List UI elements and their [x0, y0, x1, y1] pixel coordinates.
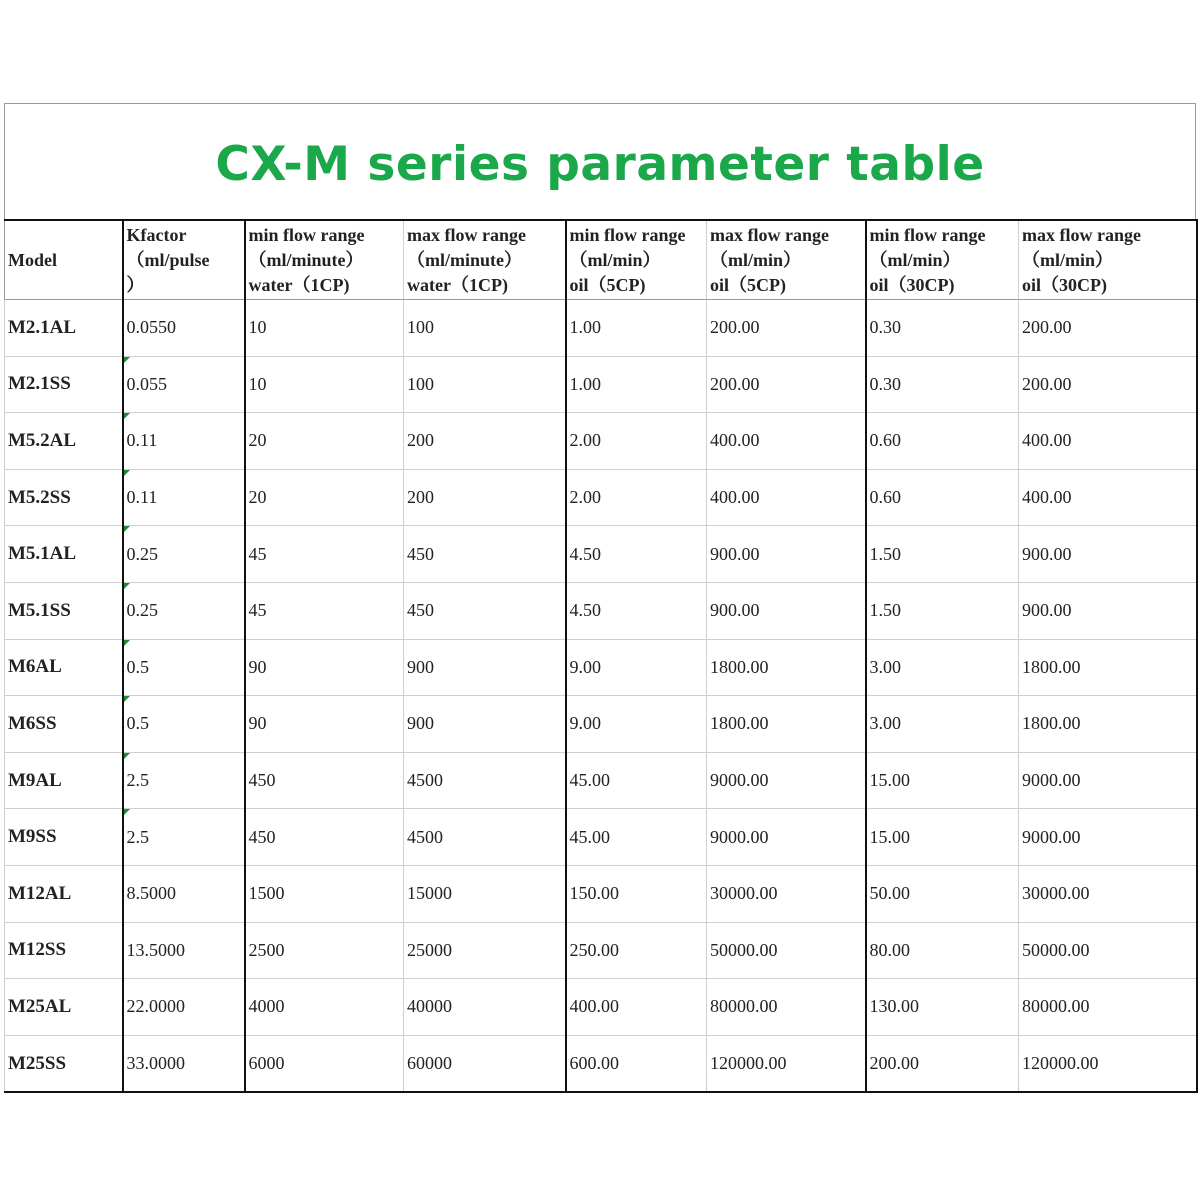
table-cell: 3.00 — [866, 696, 1019, 753]
table-cell: 200 — [404, 413, 566, 470]
table-row — [5, 639, 1197, 696]
table-row — [5, 1035, 1197, 1092]
table-cell: 33.0000 — [123, 1035, 245, 1092]
table-cell: 200.00 — [1019, 356, 1197, 413]
table-cell: 1800.00 — [707, 639, 866, 696]
model-cell: M5.1AL — [5, 526, 123, 583]
table-cell: 0.25 — [123, 582, 245, 639]
table-cell: 400.00 — [1019, 469, 1197, 526]
table-cell: 400.00 — [707, 413, 866, 470]
table-cell: 0.055 — [123, 356, 245, 413]
column-header: max flow range （ml/min） oil（5CP) — [707, 220, 866, 300]
table-cell: 45.00 — [566, 809, 707, 866]
table-cell: 100 — [404, 300, 566, 357]
table-cell: 15.00 — [866, 752, 1019, 809]
table-cell: 9000.00 — [1019, 752, 1197, 809]
table-cell: 200 — [404, 469, 566, 526]
table-row — [5, 922, 1197, 979]
table-cell: 0.0550 — [123, 300, 245, 357]
column-header: Model — [5, 220, 123, 300]
table-cell: 400.00 — [707, 469, 866, 526]
column-header: max flow range （ml/min） oil（30CP) — [1019, 220, 1197, 300]
header-row — [5, 220, 1197, 300]
table-row — [5, 582, 1197, 639]
table-cell: 45.00 — [566, 752, 707, 809]
table-cell: 1500 — [245, 865, 404, 922]
table-cell: 900.00 — [1019, 526, 1197, 583]
table-cell: 4.50 — [566, 526, 707, 583]
table-cell: 80.00 — [866, 922, 1019, 979]
table-cell: 45 — [245, 526, 404, 583]
table-cell: 0.5 — [123, 696, 245, 753]
table-cell: 40000 — [404, 979, 566, 1036]
table-cell: 120000.00 — [707, 1035, 866, 1092]
table-cell: 15.00 — [866, 809, 1019, 866]
table-cell: 6000 — [245, 1035, 404, 1092]
table-cell: 200.00 — [707, 300, 866, 357]
table-cell: 1.50 — [866, 582, 1019, 639]
table-cell: 400.00 — [566, 979, 707, 1036]
table-cell: 0.60 — [866, 413, 1019, 470]
table-cell: 900.00 — [707, 582, 866, 639]
table-cell: 20 — [245, 469, 404, 526]
table-cell: 150.00 — [566, 865, 707, 922]
column-header: min flow range （ml/min） oil（5CP) — [566, 220, 707, 300]
table-cell: 200.00 — [1019, 300, 1197, 357]
table-row — [5, 469, 1197, 526]
table-row — [5, 526, 1197, 583]
column-header: Kfactor （ml/pulse ） — [123, 220, 245, 300]
table-cell: 8.5000 — [123, 865, 245, 922]
table-cell: 25000 — [404, 922, 566, 979]
model-cell: M2.1SS — [5, 356, 123, 413]
model-cell: M6AL — [5, 639, 123, 696]
table-cell: 2500 — [245, 922, 404, 979]
table-cell: 15000 — [404, 865, 566, 922]
column-header: max flow range （ml/minute） water（1CP) — [404, 220, 566, 300]
table-cell: 1800.00 — [1019, 639, 1197, 696]
table-cell: 20 — [245, 413, 404, 470]
table-cell: 4.50 — [566, 582, 707, 639]
table-cell: 4500 — [404, 752, 566, 809]
table-cell: 0.11 — [123, 469, 245, 526]
table-cell: 450 — [245, 809, 404, 866]
table-cell: 45 — [245, 582, 404, 639]
table-cell: 900.00 — [1019, 582, 1197, 639]
title-row — [4, 103, 1196, 220]
model-cell: M5.2SS — [5, 469, 123, 526]
column-header: min flow range （ml/minute） water（1CP) — [245, 220, 404, 300]
model-cell: M5.1SS — [5, 582, 123, 639]
table-row — [5, 979, 1197, 1036]
table-row — [5, 413, 1197, 470]
table-cell: 3.00 — [866, 639, 1019, 696]
model-cell: M9SS — [5, 809, 123, 866]
table-cell: 13.5000 — [123, 922, 245, 979]
table-cell: 10 — [245, 356, 404, 413]
table-cell: 1800.00 — [1019, 696, 1197, 753]
table-cell: 1.00 — [566, 356, 707, 413]
table-cell: 9000.00 — [707, 752, 866, 809]
model-cell: M9AL — [5, 752, 123, 809]
table-cell: 4000 — [245, 979, 404, 1036]
table-cell: 9000.00 — [707, 809, 866, 866]
table-cell: 900 — [404, 639, 566, 696]
table-row — [5, 865, 1197, 922]
table-cell: 80000.00 — [1019, 979, 1197, 1036]
table-cell: 0.30 — [866, 356, 1019, 413]
table-row — [5, 300, 1197, 357]
model-cell: M25SS — [5, 1035, 123, 1092]
table-cell: 2.00 — [566, 469, 707, 526]
model-cell: M6SS — [5, 696, 123, 753]
table-cell: 1800.00 — [707, 696, 866, 753]
table-cell: 0.30 — [866, 300, 1019, 357]
table-cell: 120000.00 — [1019, 1035, 1197, 1092]
table-cell: 50000.00 — [707, 922, 866, 979]
table-cell: 900 — [404, 696, 566, 753]
table-cell: 50000.00 — [1019, 922, 1197, 979]
table-cell: 0.60 — [866, 469, 1019, 526]
table-cell: 2.5 — [123, 809, 245, 866]
model-cell: M12SS — [5, 922, 123, 979]
table-row — [5, 809, 1197, 866]
model-cell: M2.1AL — [5, 300, 123, 357]
table-cell: 9000.00 — [1019, 809, 1197, 866]
table-cell: 1.50 — [866, 526, 1019, 583]
page-title: CX-M series parameter table — [215, 136, 985, 192]
model-cell: M25AL — [5, 979, 123, 1036]
model-cell: M5.2AL — [5, 413, 123, 470]
table-cell: 0.5 — [123, 639, 245, 696]
table-cell: 9.00 — [566, 639, 707, 696]
table-row — [5, 356, 1197, 413]
table-cell: 10 — [245, 300, 404, 357]
table-cell: 2.5 — [123, 752, 245, 809]
table-cell: 0.25 — [123, 526, 245, 583]
table-cell: 450 — [245, 752, 404, 809]
table-cell: 450 — [404, 526, 566, 583]
table-cell: 90 — [245, 639, 404, 696]
table-cell: 30000.00 — [1019, 865, 1197, 922]
parameter-table — [4, 219, 1198, 1093]
table-cell: 900.00 — [707, 526, 866, 583]
table-cell: 600.00 — [566, 1035, 707, 1092]
parameter-sheet — [4, 103, 1196, 1093]
table-cell: 2.00 — [566, 413, 707, 470]
table-cell: 90 — [245, 696, 404, 753]
table-cell: 250.00 — [566, 922, 707, 979]
table-cell: 200.00 — [866, 1035, 1019, 1092]
table-cell: 450 — [404, 582, 566, 639]
table-row — [5, 752, 1197, 809]
table-cell: 80000.00 — [707, 979, 866, 1036]
table-cell: 100 — [404, 356, 566, 413]
column-header: min flow range （ml/min） oil（30CP) — [866, 220, 1019, 300]
table-cell: 4500 — [404, 809, 566, 866]
table-cell: 60000 — [404, 1035, 566, 1092]
table-cell: 130.00 — [866, 979, 1019, 1036]
table-cell: 400.00 — [1019, 413, 1197, 470]
table-cell: 200.00 — [707, 356, 866, 413]
model-cell: M12AL — [5, 865, 123, 922]
table-cell: 22.0000 — [123, 979, 245, 1036]
table-cell: 50.00 — [866, 865, 1019, 922]
table-cell: 9.00 — [566, 696, 707, 753]
table-cell: 0.11 — [123, 413, 245, 470]
table-cell: 1.00 — [566, 300, 707, 357]
table-cell: 30000.00 — [707, 865, 866, 922]
table-row — [5, 696, 1197, 753]
